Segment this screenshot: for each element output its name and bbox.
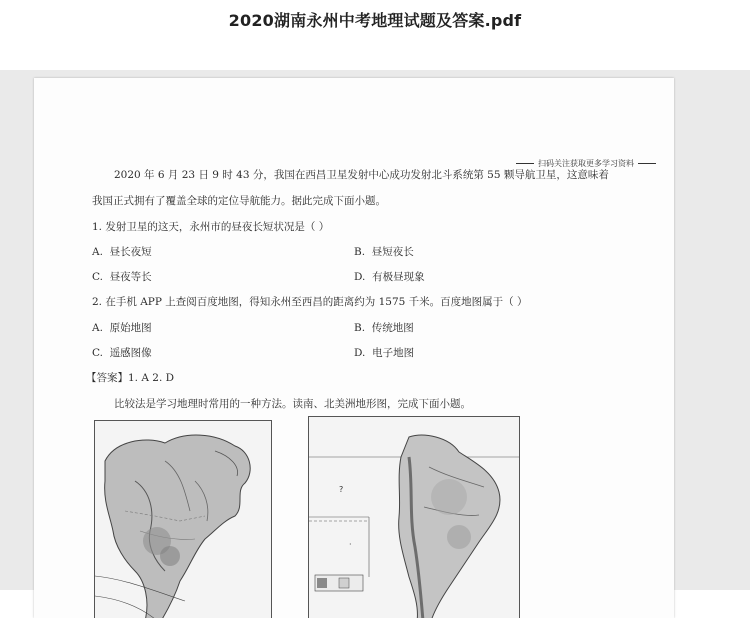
svg-text:?: ? [339,485,344,494]
intro-line-1: 2020 年 6 月 23 日 9 时 43 分，我国在西昌卫星发射中心成功发射北斗系统第 55 颗导航卫星，这意味着 [114,169,609,181]
q2-option-b [354,320,414,335]
option-text: 昼短夜长 [371,246,414,258]
north-america-map-image [95,421,271,618]
intro-line-2: 我国正式拥有了覆盖全球的定位导航能力。据此完成下面小题。 [92,195,386,207]
svg-text:·: · [349,540,352,549]
q2-option-d [354,345,414,360]
watermark-line-left [516,163,534,164]
q1-option-d [354,269,425,284]
option-text: 昼长夜短 [109,246,152,258]
q2-option-a [92,320,152,335]
americas-maps [94,416,524,616]
option-text: 原始地图 [109,322,152,334]
document-title: 2020湖南永州中考地理试题及答案.pdf [228,11,522,30]
q1-option-b [354,244,414,259]
option-text: 电子地图 [372,347,415,359]
south-america-map-image [309,417,519,618]
option-text: 传统地图 [371,322,414,334]
question-2-stem: 2. 在手机 APP 上查阅百度地图，得知永州至西昌的距离约为 1575 千米。百度地图属于（ ） [92,296,528,308]
option-label: B. [354,322,366,334]
option-label: C. [92,271,103,283]
answer-line: 【答案】1. A 2. D [86,372,175,384]
pdf-viewer[interactable] [0,70,750,590]
watermark-line-right [638,163,656,164]
pdf-page [34,78,674,618]
watermark-text: 扫码关注获取更多学习资料 [538,159,634,168]
intro-line-3: 比较法是学习地理时常用的一种方法。读南、北美洲地形图，完成下面小题。 [114,398,471,410]
document-header [0,0,750,70]
option-text: 昼夜等长 [109,271,152,283]
north-america-map [94,420,272,618]
option-label: D. [354,271,366,283]
option-label: A. [92,322,103,334]
option-label: D. [354,347,366,359]
option-label: C. [92,347,103,359]
option-text: 遥感图像 [109,347,152,359]
question-1-stem: 1. 发射卫星的这天，永州市的昼夜长短状况是（ ） [92,221,330,233]
q1-option-c [92,269,152,284]
option-label: A. [92,246,103,258]
south-america-map [308,416,520,618]
q1-option-a [92,244,152,259]
option-text: 有极昼现象 [372,271,425,283]
option-label: B. [354,246,366,258]
q2-option-c [92,345,152,360]
